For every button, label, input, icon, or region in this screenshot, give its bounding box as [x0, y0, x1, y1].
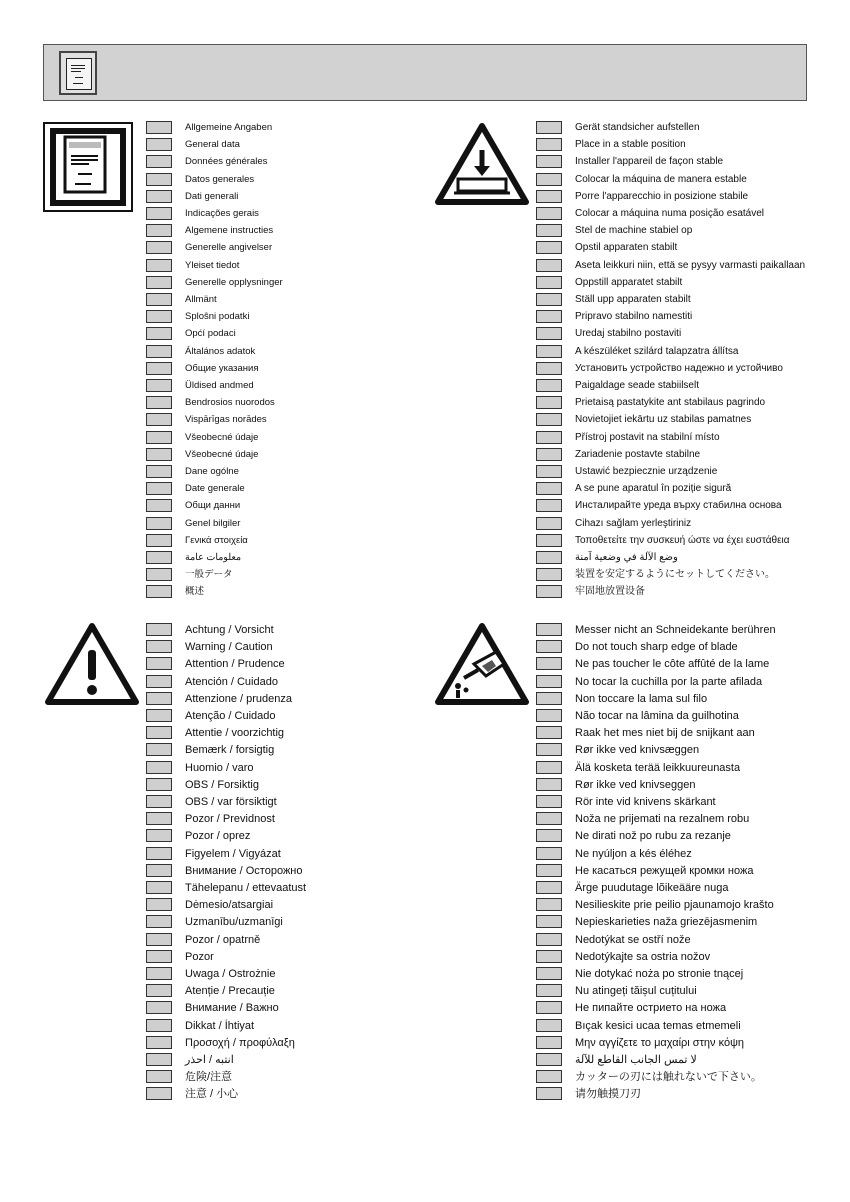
gray-checkbox-box — [146, 898, 172, 911]
gray-checkbox-box — [536, 1070, 562, 1083]
item-label: カッターの刃には触れないで下さい。 — [575, 1071, 762, 1083]
item-label: Älä kosketa terää leikkuureunasta — [575, 762, 741, 774]
item-label: Não tocar na lâmina da guilhotina — [575, 710, 739, 722]
gray-checkbox-box — [146, 1036, 172, 1049]
item-label: Allgemeine Angaben — [185, 122, 273, 133]
gray-checkbox-box — [536, 1036, 562, 1049]
gray-checkbox-box — [536, 310, 562, 323]
gray-checkbox-box — [536, 224, 562, 237]
gray-checkbox-box — [536, 984, 562, 997]
item-label: Γενικά στοιχεία — [185, 535, 248, 546]
item-label: Προσοχή / προφύλαξη — [185, 1037, 295, 1049]
item-label: Bemærk / forsigtig — [185, 744, 275, 756]
gray-checkbox-box — [146, 276, 172, 289]
gray-checkbox-box — [536, 431, 562, 444]
item-label: Huomio / varo — [185, 762, 254, 774]
item-label: Ställ upp apparaten stabilt — [575, 294, 691, 305]
gray-checkbox-box — [146, 1053, 172, 1066]
item-label: Üldised andmed — [185, 380, 254, 391]
item-label: Place in a stable position — [575, 139, 686, 150]
item-label: Общи данни — [185, 500, 241, 511]
gray-checkbox-box — [146, 1019, 172, 1032]
gray-checkbox-box — [146, 345, 172, 358]
gray-checkbox-box — [536, 915, 562, 928]
item-label: Rør ikke ved knivseggen — [575, 779, 696, 791]
item-label: Općí podaci — [185, 328, 236, 339]
gray-checkbox-box — [536, 812, 562, 825]
item-label: Generelle angivelser — [185, 242, 273, 253]
item-label: Nedotýkajte sa ostria nožov — [575, 951, 711, 963]
gray-checkbox-box — [536, 327, 562, 340]
item-label: Μην αγγίζετε το μαχαίρι στην κόψη — [575, 1037, 745, 1049]
gray-checkbox-box — [536, 173, 562, 186]
gray-checkbox-box — [146, 743, 172, 756]
gray-checkbox-box — [146, 568, 172, 581]
gray-checkbox-box — [536, 1087, 562, 1100]
item-label: Инсталирайте уреда върху стабилна основа — [575, 500, 782, 511]
item-label: Ne nyúljon a kés éléhez — [575, 848, 692, 860]
item-label: Date generale — [185, 483, 245, 494]
item-label: Oppstill apparatet stabilt — [575, 277, 683, 288]
gray-checkbox-box — [146, 121, 172, 134]
gray-checkbox-box — [536, 864, 562, 877]
item-label: 一般データ — [185, 569, 233, 580]
gray-checkbox-box — [146, 190, 172, 203]
gray-checkbox-box — [146, 499, 172, 512]
item-label: Do not touch sharp edge of blade — [575, 641, 738, 653]
item-label: Stel de machine stabiel op — [575, 225, 693, 236]
gray-checkbox-box — [146, 761, 172, 774]
gray-checkbox-box — [536, 155, 562, 168]
gray-checkbox-box — [146, 207, 172, 220]
gray-checkbox-box — [146, 517, 172, 530]
gray-checkbox-box — [146, 1001, 172, 1014]
item-label: Genel bilgiler — [185, 518, 241, 529]
item-label: Dėmesio/atsargiai — [185, 899, 274, 911]
gray-checkbox-box — [146, 726, 172, 739]
item-label: Atenție / Precauție — [185, 985, 275, 997]
item-label: A készüléket szilárd talapzatra állítsa — [575, 346, 739, 357]
gray-checkbox-box — [146, 812, 172, 825]
gray-checkbox-box — [536, 482, 562, 495]
item-label: Figyelem / Vigyázat — [185, 848, 281, 860]
item-label: 请勿触摸刀刃 — [575, 1088, 641, 1100]
item-label: Atención / Cuidado — [185, 676, 278, 688]
gray-checkbox-box — [536, 829, 562, 842]
item-label: Не пипайте острието на ножа — [575, 1002, 727, 1014]
item-label: Všeobecné údaje — [185, 432, 259, 443]
gray-checkbox-box — [536, 293, 562, 306]
item-label: Nie dotykać noża po stronie tnącej — [575, 968, 744, 980]
gray-checkbox-box — [536, 517, 562, 530]
item-label: Yleiset tiedot — [185, 260, 240, 271]
item-label: Všeobecné údaje — [185, 449, 259, 460]
gray-checkbox-box — [146, 431, 172, 444]
gray-checkbox-box — [146, 551, 172, 564]
item-label: OBS / Forsiktig — [185, 779, 259, 791]
item-label: Общие указания — [185, 363, 259, 374]
item-label: Installer l'appareil de façon stable — [575, 156, 724, 167]
item-label: Dati generali — [185, 191, 239, 202]
gray-checkbox-box — [536, 795, 562, 808]
gray-checkbox-box — [146, 362, 172, 375]
item-label: Paigaldage seade stabiilselt — [575, 380, 699, 391]
gray-checkbox-box — [536, 623, 562, 636]
item-label: Données générales — [185, 156, 268, 167]
gray-checkbox-box — [536, 551, 562, 564]
item-label: Aseta leikkuri niin, että se pysyy varmasti paikallaan — [575, 260, 806, 271]
gray-checkbox-box — [146, 795, 172, 808]
gray-checkbox-box — [536, 950, 562, 963]
item-label: Rør ikke ved knivsæggen — [575, 744, 700, 756]
item-label: Attenzione / prudenza — [185, 693, 293, 705]
item-label: Noža ne prijemati na rezalnem robu — [575, 813, 750, 825]
gray-checkbox-box — [146, 138, 172, 151]
gray-checkbox-box — [146, 534, 172, 547]
gray-checkbox-box — [536, 675, 562, 688]
gray-checkbox-box — [536, 379, 562, 392]
item-label: Nu atingeți tăișul cuțitului — [575, 985, 697, 997]
gray-checkbox-box — [146, 984, 172, 997]
item-label: Dane ogólne — [185, 466, 239, 477]
gray-checkbox-box — [146, 709, 172, 722]
gray-checkbox-box — [536, 761, 562, 774]
gray-checkbox-box — [146, 967, 172, 980]
gray-checkbox-box — [536, 933, 562, 946]
gray-checkbox-box — [146, 1070, 172, 1083]
gray-checkbox-box — [146, 224, 172, 237]
gray-checkbox-box — [146, 379, 172, 392]
gray-checkbox-box — [146, 778, 172, 791]
item-label: Messer nicht an Schneidekante berühren — [575, 624, 776, 636]
gray-checkbox-box — [536, 898, 562, 911]
item-label: Nedotýkat se ostří nože — [575, 934, 691, 946]
item-label: Uredaj stabilno postaviti — [575, 328, 682, 339]
gray-checkbox-box — [536, 847, 562, 860]
item-label: Pozor / oprez — [185, 830, 251, 842]
gray-checkbox-box — [536, 259, 562, 272]
document-icon — [59, 51, 97, 95]
gray-checkbox-box — [146, 448, 172, 461]
item-label: Uwaga / Ostrożnie — [185, 968, 276, 980]
item-label: Opstil apparaten stabilt — [575, 242, 678, 253]
item-label: Colocar la máquina de manera estable — [575, 174, 747, 185]
gray-checkbox-box — [536, 657, 562, 670]
item-label: Achtung / Vorsicht — [185, 624, 274, 636]
item-label: Tähelepanu / ettevaatust — [185, 882, 307, 894]
gray-checkbox-box — [146, 259, 172, 272]
gray-checkbox-box — [146, 915, 172, 928]
gray-checkbox-box — [536, 276, 562, 289]
item-label: Cihazı sağlam yerleştiriniz — [575, 518, 692, 529]
item-label: Τοποθετείτε την συσκευή ώστε να έχει ευστάθεια — [575, 535, 790, 546]
gray-checkbox-box — [536, 585, 562, 598]
gray-checkbox-box — [536, 967, 562, 980]
document-icon — [43, 122, 133, 212]
item-label: انتبه / احذر — [185, 1054, 234, 1066]
gray-checkbox-box — [146, 675, 172, 688]
gray-checkbox-box — [146, 293, 172, 306]
item-label: Rör inte vid knivens skärkant — [575, 796, 716, 808]
item-label: Внимание / Важно — [185, 1002, 279, 1014]
gray-checkbox-box — [536, 396, 562, 409]
item-label: 牢固地放置设备 — [575, 586, 645, 597]
item-label: Prietaisą pastatykite ant stabilaus pagrindo — [575, 397, 766, 408]
gray-checkbox-box — [146, 829, 172, 842]
item-label: Pripravo stabilno namestiti — [575, 311, 693, 322]
gray-checkbox-box — [536, 362, 562, 375]
item-label: No tocar la cuchilla por la parte afilada — [575, 676, 763, 688]
item-label: Generelle opplysninger — [185, 277, 283, 288]
item-label: 概述 — [185, 586, 205, 597]
gray-checkbox-box — [536, 465, 562, 478]
gray-checkbox-box — [536, 743, 562, 756]
item-label: Nesilieskite prie peilio pjaunamojo krašto — [575, 899, 774, 911]
gray-checkbox-box — [146, 640, 172, 653]
item-label: Pozor / Previdnost — [185, 813, 275, 825]
gray-checkbox-box — [146, 623, 172, 636]
gray-checkbox-box — [536, 121, 562, 134]
item-label: Attention / Prudence — [185, 658, 285, 670]
item-label: Indicações gerais — [185, 208, 259, 219]
gray-checkbox-box — [146, 396, 172, 409]
item-label: Ärge puudutage lõikeääre nuga — [575, 882, 729, 894]
item-label: Sploŝni podatki — [185, 311, 250, 322]
item-label: Внимание / Осторожно — [185, 865, 303, 877]
gray-checkbox-box — [536, 499, 562, 512]
gray-checkbox-box — [146, 155, 172, 168]
gray-checkbox-box — [536, 568, 562, 581]
gray-checkbox-box — [536, 692, 562, 705]
item-label: Általános adatok — [185, 346, 256, 357]
item-label: General data — [185, 139, 240, 150]
gray-checkbox-box — [536, 207, 562, 220]
item-label: Warning / Caution — [185, 641, 273, 653]
item-label: Datos generales — [185, 174, 255, 185]
item-label: Не касаться режущей кромки ножа — [575, 865, 754, 877]
gray-checkbox-box — [146, 933, 172, 946]
item-label: Nepieskarieties naža griezējasmenim — [575, 916, 758, 928]
item-label: A se pune aparatul în poziție sigură — [575, 483, 732, 494]
gray-checkbox-box — [146, 465, 172, 478]
item-label: Uzmanību/uzmanīgi — [185, 916, 283, 928]
item-label: Pozor / opatrně — [185, 934, 261, 946]
item-label: Bendrosios nuorodos — [185, 397, 275, 408]
gray-checkbox-box — [536, 534, 562, 547]
gray-checkbox-box — [536, 881, 562, 894]
item-label: Attentie / voorzichtig — [185, 727, 285, 739]
item-label: 装置を安定するようにセットしてください。 — [575, 569, 775, 580]
gray-checkbox-box — [536, 1053, 562, 1066]
gray-checkbox-box — [146, 310, 172, 323]
gray-checkbox-box — [536, 413, 562, 426]
gray-checkbox-box — [536, 1019, 562, 1032]
item-label: Non toccare la lama sul filo — [575, 693, 708, 705]
gray-checkbox-box — [146, 241, 172, 254]
item-label: Algemene instructies — [185, 225, 274, 236]
item-label: Porre l'apparecchio in posizione stabile — [575, 191, 749, 202]
gray-checkbox-box — [146, 327, 172, 340]
item-label: Dikkat / İhtiyat — [185, 1020, 255, 1032]
gray-checkbox-box — [536, 726, 562, 739]
stable-position-icon — [434, 122, 530, 206]
gray-checkbox-box — [146, 657, 172, 670]
item-label: Ustawić bezpiecznie urządzenie — [575, 466, 718, 477]
item-label: Gerät standsicher aufstellen — [575, 122, 700, 133]
item-label: معلومات عامة — [185, 552, 242, 563]
item-label: 危険/注意 — [185, 1071, 233, 1083]
item-label: OBS / var försiktigt — [185, 796, 277, 808]
item-label: Raak het mes niet bij de snijkant aan — [575, 727, 755, 739]
warning-triangle-icon — [44, 622, 140, 706]
gray-checkbox-box — [536, 190, 562, 203]
gray-checkbox-box — [536, 640, 562, 653]
gray-checkbox-box — [536, 778, 562, 791]
item-label: Vispārīgas norādes — [185, 414, 267, 425]
gray-checkbox-box — [146, 173, 172, 186]
gray-checkbox-box — [536, 709, 562, 722]
item-label: Přístroj postavit na stabilní místo — [575, 432, 720, 443]
gray-checkbox-box — [146, 881, 172, 894]
item-label: Ne pas toucher le côte affûté de la lame — [575, 658, 770, 670]
gray-checkbox-box — [146, 482, 172, 495]
gray-checkbox-box — [146, 585, 172, 598]
gray-checkbox-box — [146, 950, 172, 963]
gray-checkbox-box — [146, 1087, 172, 1100]
gray-checkbox-box — [536, 448, 562, 461]
gray-checkbox-box — [146, 864, 172, 877]
header-bar — [43, 44, 807, 101]
gray-checkbox-box — [536, 241, 562, 254]
blade-hazard-icon — [434, 622, 530, 706]
item-label: Allmänt — [185, 294, 217, 305]
gray-checkbox-box — [146, 692, 172, 705]
item-label: Colocar a máquina numa posição esatável — [575, 208, 764, 219]
item-label: Bıçak kesici ucaa temas etmemeli — [575, 1020, 741, 1032]
item-label: وضع الآلة في وضعية آمنة — [575, 552, 678, 563]
item-label: Atenção / Cuidado — [185, 710, 276, 722]
item-label: Zariadenie postavte stabilne — [575, 449, 701, 460]
gray-checkbox-box — [146, 847, 172, 860]
gray-checkbox-box — [536, 138, 562, 151]
gray-checkbox-box — [536, 345, 562, 358]
item-label: Ne dirati nož po rubu za rezanje — [575, 830, 731, 842]
gray-checkbox-box — [146, 413, 172, 426]
item-label: Pozor — [185, 951, 214, 963]
item-label: 注意 / 小心 — [185, 1088, 239, 1100]
item-label: لا تمس الجانب القاطع للآلة — [575, 1054, 697, 1066]
item-label: Novietojiet iekārtu uz stabilas pamatnes — [575, 414, 752, 425]
gray-checkbox-box — [536, 1001, 562, 1014]
item-label: Установить устройство надежно и устойчиво — [575, 363, 783, 374]
